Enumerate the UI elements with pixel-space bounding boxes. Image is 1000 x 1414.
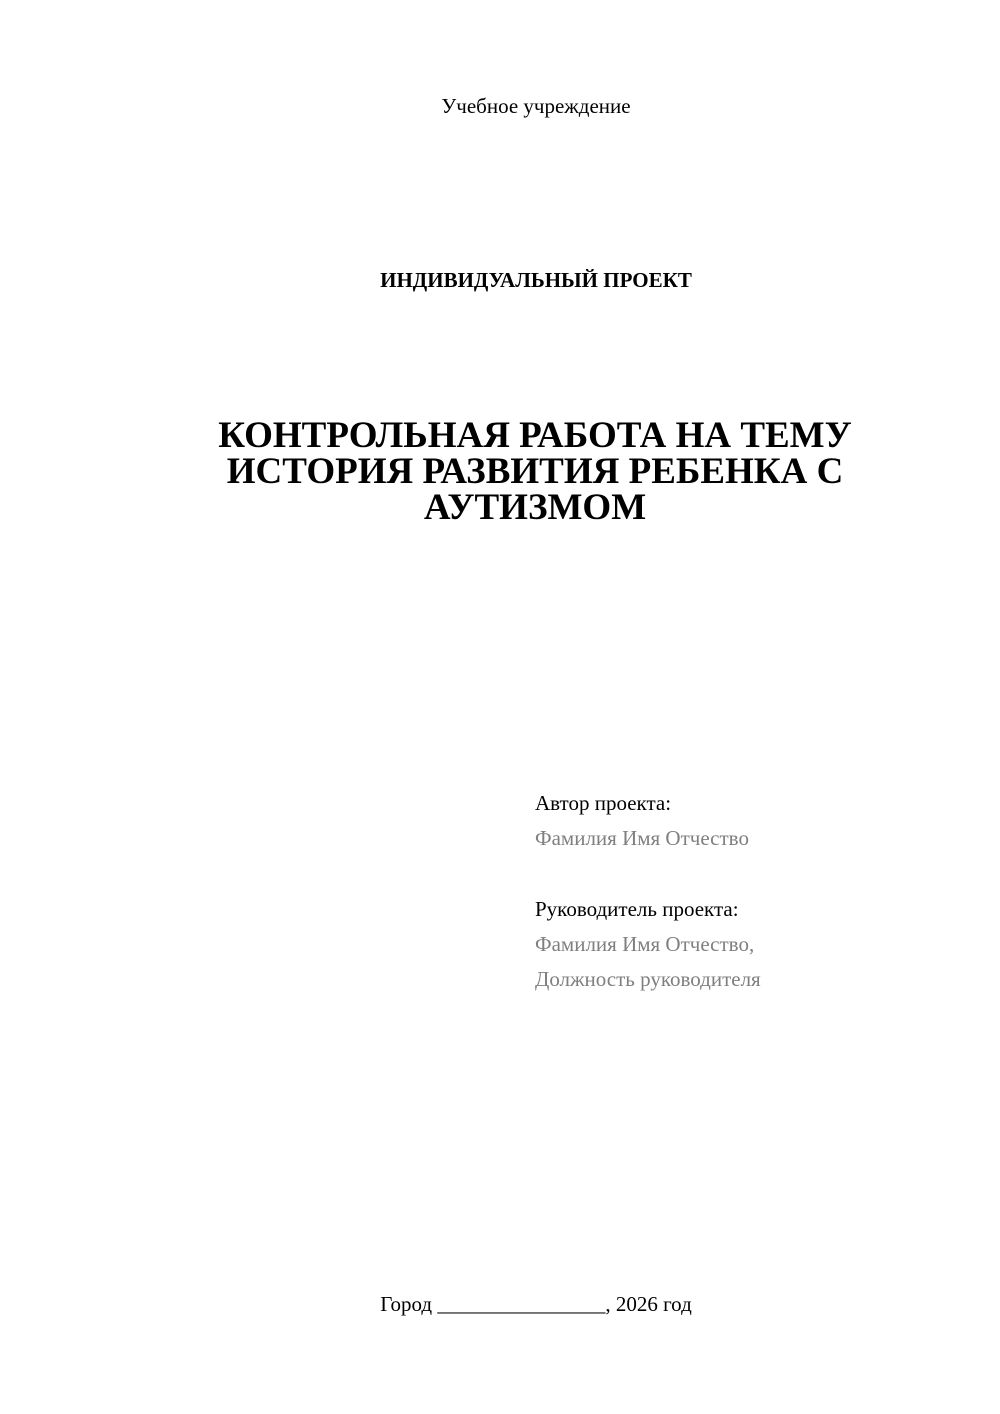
project-title-line: КОНТРОЛЬНАЯ РАБОТА НА ТЕМУ — [218, 415, 852, 456]
supervisor-name: Фамилия Имя Отчество, — [535, 932, 755, 956]
project-title — [190, 415, 880, 528]
institution-name: Учебное учреждение — [441, 94, 631, 118]
project-title-line: АУТИЗМОМ — [423, 487, 647, 528]
supervisor-position: Должность руководителя — [535, 967, 761, 991]
supervisor-label: Руководитель проекта: — [535, 897, 739, 921]
author-label: Автор проекта: — [535, 791, 672, 815]
project-type-heading: ИНДИВИДУАЛЬНЫЙ ПРОЕКТ — [380, 268, 692, 292]
project-title-line: ИСТОРИЯ РАЗВИТИЯ РЕБЕНКА С — [226, 451, 844, 492]
author-name: Фамилия Имя Отчество — [535, 826, 749, 850]
city-year-footer: Город ________________, 2026 год — [380, 1292, 692, 1316]
